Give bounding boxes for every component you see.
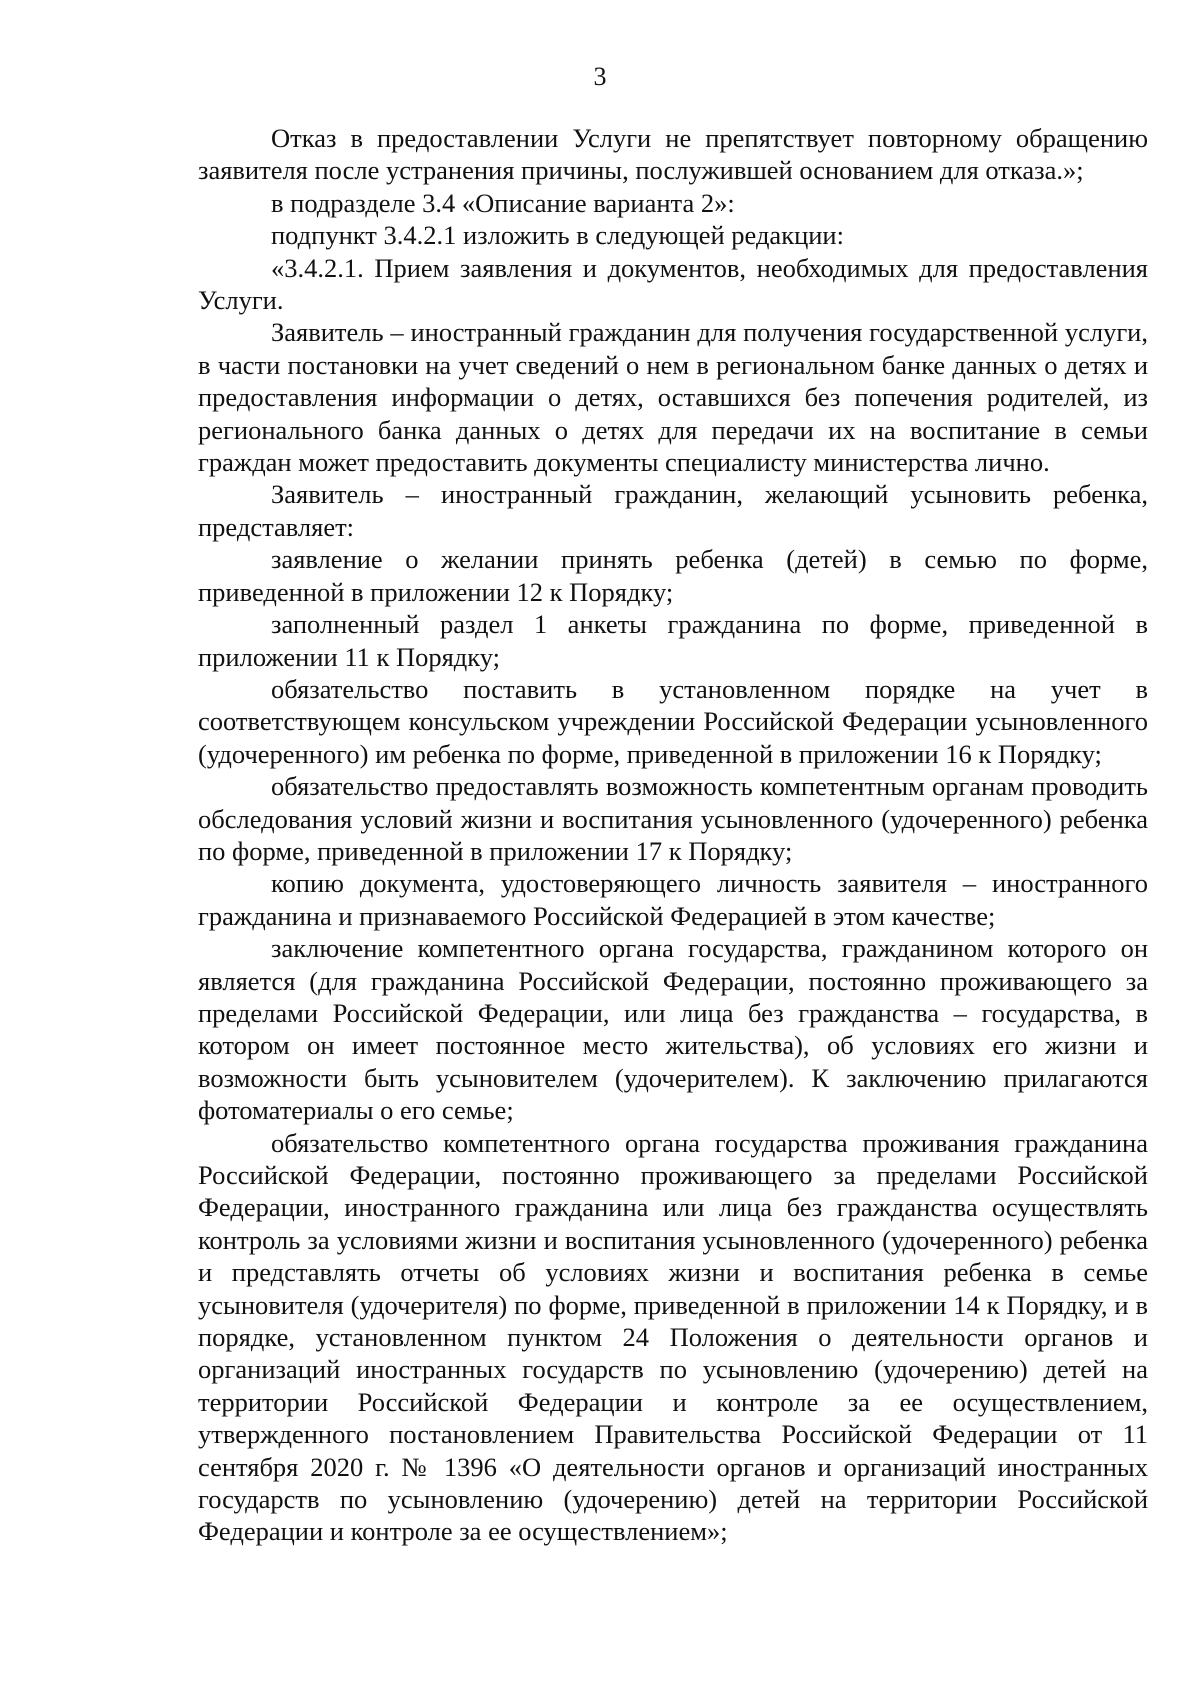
- page-number: 3: [593, 62, 607, 91]
- list-item-consular-registration: обязательство поставить в установленном порядке на учет в соответствующем консульском учреждении Российской Федерации усыновленного (удочеренного) им ребенка по форме, приведенной в приложении 16 к Порядку;: [198, 673, 1148, 769]
- paragraph-applicant-adoption: Заявитель – иностранный гражданин, желающий усыновить ребенка, представляет:: [198, 479, 1148, 542]
- list-item-competent-authority-conclusion: заключение компетентного органа государства, гражданином которого он является (для гражданина Российской Федерации, постоянно проживающего за пределами Российской Федерации, или лица без гражданства – государства, в котором он имеет постоянное место жительства), об условиях его жизни и возможности быть усыновителем (удочерителем). К заключению прилагаются фотоматериалы о его семье;: [198, 933, 1148, 1126]
- paragraph-subsection-ref: в подразделе 3.4 «Описание варианта 2»:: [271, 187, 735, 218]
- paragraph-refusal-note: Отказ в предоставлении Услуги не препятствует повторному обращению заявителя после устранения причины, послужившей основанием для отказа.»;: [198, 123, 1148, 186]
- list-item-application: заявление о желании принять ребенка (детей) в семью по форме, приведенной в приложении 12 к Порядку;: [198, 544, 1148, 607]
- paragraph-subclause-instruction: подпункт 3.4.2.1 изложить в следующей редакции:: [271, 220, 844, 251]
- paragraph-clause-heading: «3.4.2.1. Прием заявления и документов, необходимых для предоставления Услуги.: [198, 252, 1148, 316]
- list-item-identity-copy: копию документа, удостоверяющего личность заявителя – иностранного гражданина и признаваемого Российской Федерацией в этом качестве;: [198, 868, 1148, 931]
- list-item-control-obligation: обязательство компетентного органа государства проживания гражданина Российской Федерации, постоянно проживающего за пределами Российской Федерации, иностранного гражданина или лица без гражданства осуществлять контроль за условиями жизни и воспитания усыновленного (удочеренного) ребенка и представлять отчеты об условиях жизни и воспитания ребенка в семье усыновителя (удочерителя) по форме, приведенной в приложении 14 к Порядку, и в порядке, установленном пунктом 24 Положения о деятельности органов и организаций иностранных государств по усыновлению (удочерению) детей на территории Российской Федерации и контроле за ее осуществлением, утвержденного постановлением Правительства Российской Федерации от 11 сентября 2020 г. № 1396 «О деятельности органов и организаций иностранных государств по усыновлению (удочерению) детей на территории Российской Федерации и контроле за ее осуществлением»;: [198, 1127, 1148, 1547]
- paragraph-applicant-personal: Заявитель – иностранный гражданин для получения государственной услуги, в части постановки на учет сведений о нем в региональном банке данных о детях и предоставления информации о детях, оставшихся без попечения родителей, из регионального банка данных о детях для передачи их на воспитание в семьи граждан может предоставить документы специалисту министерства лично.: [198, 317, 1148, 478]
- list-item-inspection-obligation: обязательство предоставлять возможность компетентным органам проводить обследования условий жизни и воспитания усыновленного (удочеренного) ребенка по форме, приведенной в приложении 17 к Порядку;: [198, 771, 1148, 866]
- list-item-questionnaire: заполненный раздел 1 анкеты гражданина по форме, приведенной в приложении 11 к Порядку;: [198, 609, 1148, 672]
- document-body: [198, 122, 1148, 1548]
